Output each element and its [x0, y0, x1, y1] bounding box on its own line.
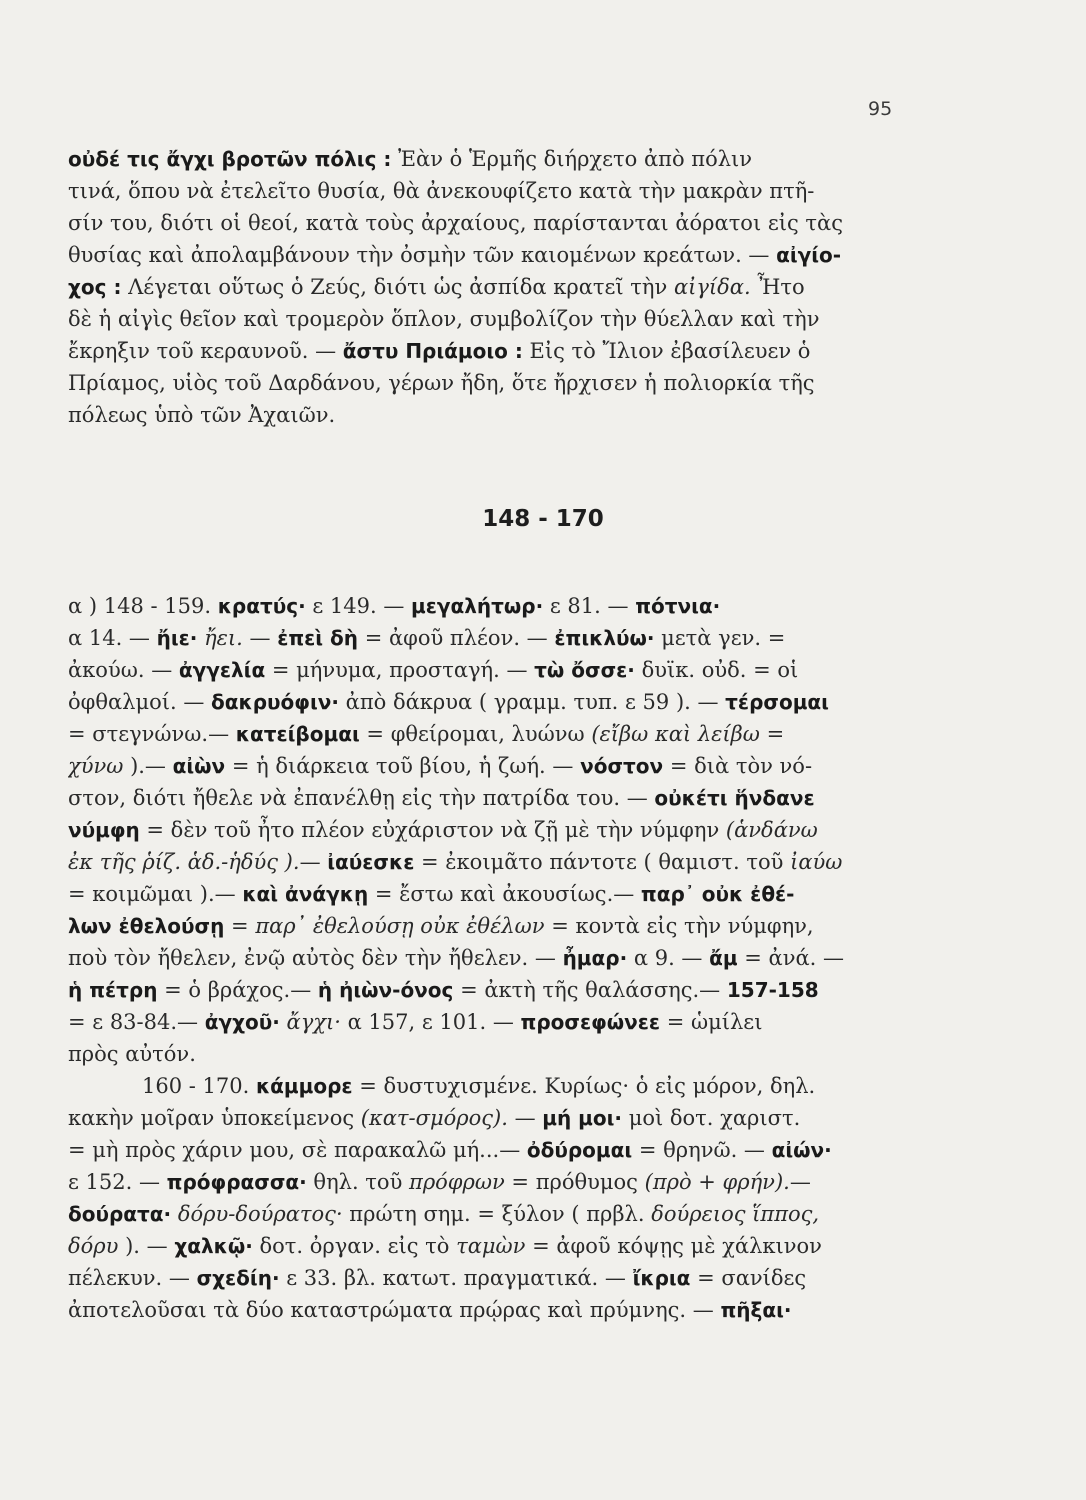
text-run: = ὁ βράχος.—	[157, 978, 318, 1002]
text-run: = ἀφοῦ κόψῃς μὲ χάλκινον	[525, 1234, 822, 1258]
text-line	[68, 1294, 998, 1326]
text-line	[68, 750, 998, 782]
italic-text: (εἴβω καὶ λείβω =	[591, 722, 785, 746]
text-line	[68, 590, 998, 622]
lemma: πρόφρασσα·	[166, 1170, 307, 1194]
italic-text: πρόφρων	[409, 1170, 505, 1194]
text-run: =	[224, 914, 256, 938]
text-line	[68, 335, 998, 367]
text-line	[68, 143, 998, 175]
text-line	[68, 1134, 998, 1166]
lemma: προσεφώνεε	[520, 1010, 661, 1034]
lemma: ἐπικλύω·	[554, 626, 655, 650]
text-line	[68, 846, 998, 878]
text-line	[68, 974, 998, 1006]
text-line	[68, 686, 998, 718]
text-run: —	[789, 1170, 811, 1194]
text-line	[68, 1006, 998, 1038]
text-run: 160 - 170.	[142, 1074, 256, 1098]
text-run: = μὴ πρὸς χάριν μου, σὲ παρακαλῶ μή...—	[68, 1138, 527, 1162]
text-run: = ἀφοῦ πλέον. —	[358, 626, 555, 650]
lemma: ἦμαρ·	[562, 946, 628, 970]
italic-text: αἰγίδα.	[673, 275, 751, 299]
text-run: Πρίαμος, υἱὸς τοῦ Δαρδάνου, γέρων ἤδη, ὅτε ἤρχισεν ἡ πολιορκία τῆς	[68, 371, 815, 395]
text-run: ἀπὸ δάκρυα ( γραμμ. τυπ. ε 59 ). —	[338, 690, 726, 714]
lemma: τὼ ὄσσε·	[534, 658, 635, 682]
lemma: ἐπεὶ δὴ	[277, 626, 359, 650]
text-run: δὲ ἡ αἰγὶς θεῖον καὶ τρομερὸν ὅπλον, συμβολίζον τὴν θύελλαν καὶ τὴν	[68, 307, 820, 331]
section-heading: 148 - 170	[482, 506, 604, 532]
text-run: = ἀνά. —	[737, 946, 844, 970]
text-run: πρώτη σημ. = ξύλον ( πρβλ.	[342, 1202, 652, 1226]
text-run: = κοντὰ εἰς τὴν νύμφην,	[544, 914, 814, 938]
lemma: ἀγγελία	[178, 658, 266, 682]
text-line	[68, 1166, 998, 1198]
lemma: πῆξαι·	[720, 1298, 792, 1322]
text-line	[68, 207, 998, 239]
text-run: = μήνυμα, προσταγή. —	[265, 658, 535, 682]
italic-text: ἄγχι·	[286, 1010, 341, 1034]
text-run: = δυστυχισμένε. Κυρίως· ὁ εἰς μόρον, δηλ.	[352, 1074, 816, 1098]
text-run: α 157, ε 101. —	[340, 1010, 521, 1034]
text-line	[68, 1102, 998, 1134]
italic-text: ἰαύω	[790, 850, 843, 874]
text-run: θυσίας καὶ ἀπολαμβάνουν τὴν ὀσμὴν τῶν καιομένων κρεάτων. —	[68, 243, 777, 267]
lemma: ἴκρια	[632, 1266, 691, 1290]
text-line	[68, 1038, 998, 1070]
text-run: = ἡ διάρκεια τοῦ βίου, ἡ ζωή. —	[225, 754, 581, 778]
text-run: α 9. —	[627, 946, 710, 970]
text-run: Ἦτο	[750, 275, 805, 299]
text-run: μοὶ δοτ. χαριστ.	[622, 1106, 801, 1130]
lemma: ἡ ἠιὼν-όνος	[317, 978, 454, 1002]
text-line	[68, 303, 998, 335]
text-run: ποὺ τὸν ἤθελεν, ἐνῷ αὐτὸς δὲν τὴν ἤθελεν. —	[68, 946, 563, 970]
lemma: κρατύς·	[217, 594, 306, 618]
lemma: ἄστυ Πριάμοιο :	[342, 339, 523, 363]
lemma: οὐδέ τις ἄγχι βροτῶν πόλις :	[68, 147, 392, 171]
text-run: = σανίδες	[690, 1266, 807, 1290]
text-run: σίν του, διότι οἱ θεοί, κατὰ τοὺς ἀρχαίους, παρίστανται ἀόρατοι εἰς τὰς	[68, 211, 843, 235]
page-number: 95	[868, 98, 893, 120]
text-run: = πρόθυμος	[504, 1170, 645, 1194]
text-run: ε 149. —	[305, 594, 412, 618]
text-run: πρὸς αὐτόν.	[68, 1042, 196, 1066]
text-run: ὀφθαλμοί. —	[68, 690, 212, 714]
lemma: νύμφη	[68, 818, 140, 842]
lemma: οὐκέτι ἥνδανε	[654, 786, 815, 810]
italic-text: (ἁνδάνω	[725, 818, 818, 842]
lemma: δακρυόφιν·	[211, 690, 339, 714]
text-line	[68, 654, 998, 686]
lemma: μεγαλήτωρ·	[411, 594, 544, 618]
lemma: λων ἐθελούσῃ	[68, 914, 225, 938]
text-run: —	[507, 1106, 543, 1130]
text-run: δοτ. ὀργαν. εἰς τὸ	[252, 1234, 457, 1258]
text-run: πόλεως ὑπὸ τῶν Ἀχαιῶν.	[68, 403, 336, 427]
text-run: = ε 83-84.—	[68, 1010, 205, 1034]
lemma: αἰὼν	[172, 754, 226, 778]
text-run: = ὡμίλει	[660, 1010, 763, 1034]
lemma: χαλκῷ·	[174, 1234, 253, 1258]
text-run: θηλ. τοῦ	[306, 1170, 410, 1194]
lemma: σχεδίη·	[196, 1266, 280, 1290]
text-run: ἔκρηξιν τοῦ κεραυνοῦ. —	[68, 339, 343, 363]
text-run: = ἀκτὴ τῆς θαλάσσης.—	[453, 978, 727, 1002]
text-line	[68, 399, 998, 431]
italic-text: δόρυ	[68, 1234, 119, 1258]
lemma: πότνια·	[635, 594, 721, 618]
text-run: ἀκούω. —	[68, 658, 179, 682]
text-run: ).—	[123, 754, 173, 778]
text-line	[68, 782, 998, 814]
text-run: μετὰ γεν. =	[654, 626, 786, 650]
text-line	[68, 878, 998, 910]
italic-text: χύνω	[68, 754, 124, 778]
text-run	[280, 1010, 287, 1034]
text-run: Ἐὰν ὁ Ἑρμῆς διήρχετο ἀπὸ πόλιν	[391, 147, 753, 171]
lemma: ἄμ	[709, 946, 738, 970]
text-line	[68, 814, 998, 846]
commentary-section	[68, 590, 998, 1326]
text-line	[68, 942, 998, 974]
text-line	[68, 175, 998, 207]
text-run: Εἰς τὸ Ἴλιον ἐβασίλευεν ὁ	[522, 339, 811, 363]
text-line	[68, 1262, 998, 1294]
lemma: αἰγίο-	[776, 243, 842, 267]
text-run: α ) 148 - 159.	[68, 594, 218, 618]
lemma: 157-158	[726, 978, 819, 1002]
lemma: κάμμορε	[255, 1074, 353, 1098]
text-line	[68, 239, 998, 271]
lemma: παρ᾽ οὐκ ἐθέ-	[640, 882, 795, 906]
text-run: —	[242, 626, 278, 650]
text-line	[68, 1198, 998, 1230]
text-run: = στεγνώνω.—	[68, 722, 236, 746]
italic-text: ἤει.	[204, 626, 243, 650]
text-run: = ἐκοιμᾶτο πάντοτε ( θαμιστ. τοῦ	[414, 850, 791, 874]
lemma: ἤιε·	[156, 626, 198, 650]
lemma: δούρατα·	[68, 1202, 172, 1226]
text-run: τινά, ὅπου νὰ ἐτελεῖτο θυσία, θὰ ἀνεκουφίζετο κατὰ τὴν μακρὰν πτῆ-	[68, 179, 815, 203]
italic-text: δούρειος ἵππος,	[651, 1202, 820, 1226]
text-line	[68, 1070, 998, 1102]
text-run: —	[299, 850, 328, 874]
lemma: νόστον	[580, 754, 664, 778]
text-line	[68, 910, 998, 942]
text-line	[68, 271, 998, 303]
italic-text: παρ᾽ ἐθελούσῃ οὐκ ἐθέλων	[255, 914, 545, 938]
text-run: = θρηνῶ. —	[632, 1138, 772, 1162]
italic-text: (κατ-σμόρος).	[360, 1106, 508, 1130]
italic-text: (πρὸ + φρήν).	[644, 1170, 790, 1194]
text-run: κακὴν μοῖραν ὑποκείμενος	[68, 1106, 361, 1130]
lemma: μή μοι·	[542, 1106, 623, 1130]
lemma: κατείβομαι	[235, 722, 360, 746]
lemma: ἰαύεσκε	[327, 850, 415, 874]
text-run: = διὰ τὸν νό-	[663, 754, 813, 778]
text-run: ). —	[118, 1234, 175, 1258]
text-run: Λέγεται οὕτως ὁ Ζεύς, διότι ὡς ἀσπίδα κρατεῖ τὴν	[121, 275, 674, 299]
lemma: τέρσομαι	[725, 690, 829, 714]
text-run: α 14. —	[68, 626, 157, 650]
text-line	[68, 718, 998, 750]
text-run: ε 33. βλ. κατωτ. πραγματικά. —	[279, 1266, 633, 1290]
text-line	[68, 622, 998, 654]
lemma: καὶ ἀνάγκῃ	[242, 882, 369, 906]
text-run: στον, διότι ἤθελε νὰ ἐπανέλθῃ εἰς τὴν πατρίδα του. —	[68, 786, 655, 810]
text-run: = κοιμῶμαι ).—	[68, 882, 243, 906]
text-run: ε 152. —	[68, 1170, 167, 1194]
commentary-intro	[68, 143, 998, 431]
text-line	[68, 367, 998, 399]
italic-text: ταμὼν	[456, 1234, 526, 1258]
lemma: ἡ πέτρη	[68, 978, 158, 1002]
text-run	[171, 1202, 178, 1226]
text-run: = δὲν τοῦ ἦτο πλέον εὐχάριστον νὰ ζῇ μὲ τὴν νύμφην	[139, 818, 726, 842]
text-run: πέλεκυν. —	[68, 1266, 197, 1290]
text-line	[68, 1230, 998, 1262]
text-run: δυϊκ. οὐδ. = οἱ	[634, 658, 799, 682]
text-run: ἀποτελοῦσαι τὰ δύο καταστρώματα πρῴρας καὶ πρύμνης. —	[68, 1298, 721, 1322]
text-run: ε 81. —	[543, 594, 636, 618]
italic-text: ἐκ τῆς ῥίζ. ἁδ.-ἡδύς ).	[68, 850, 300, 874]
lemma: αἰών·	[771, 1138, 832, 1162]
text-run: = ἔστω καὶ ἀκουσίως.—	[368, 882, 641, 906]
text-run: = φθείρομαι, λυώνω	[359, 722, 592, 746]
lemma: ὀδύρομαι	[526, 1138, 633, 1162]
lemma: χος :	[68, 275, 122, 299]
italic-text: δόρυ-δούρατος·	[177, 1202, 343, 1226]
lemma: ἀγχοῦ·	[204, 1010, 280, 1034]
